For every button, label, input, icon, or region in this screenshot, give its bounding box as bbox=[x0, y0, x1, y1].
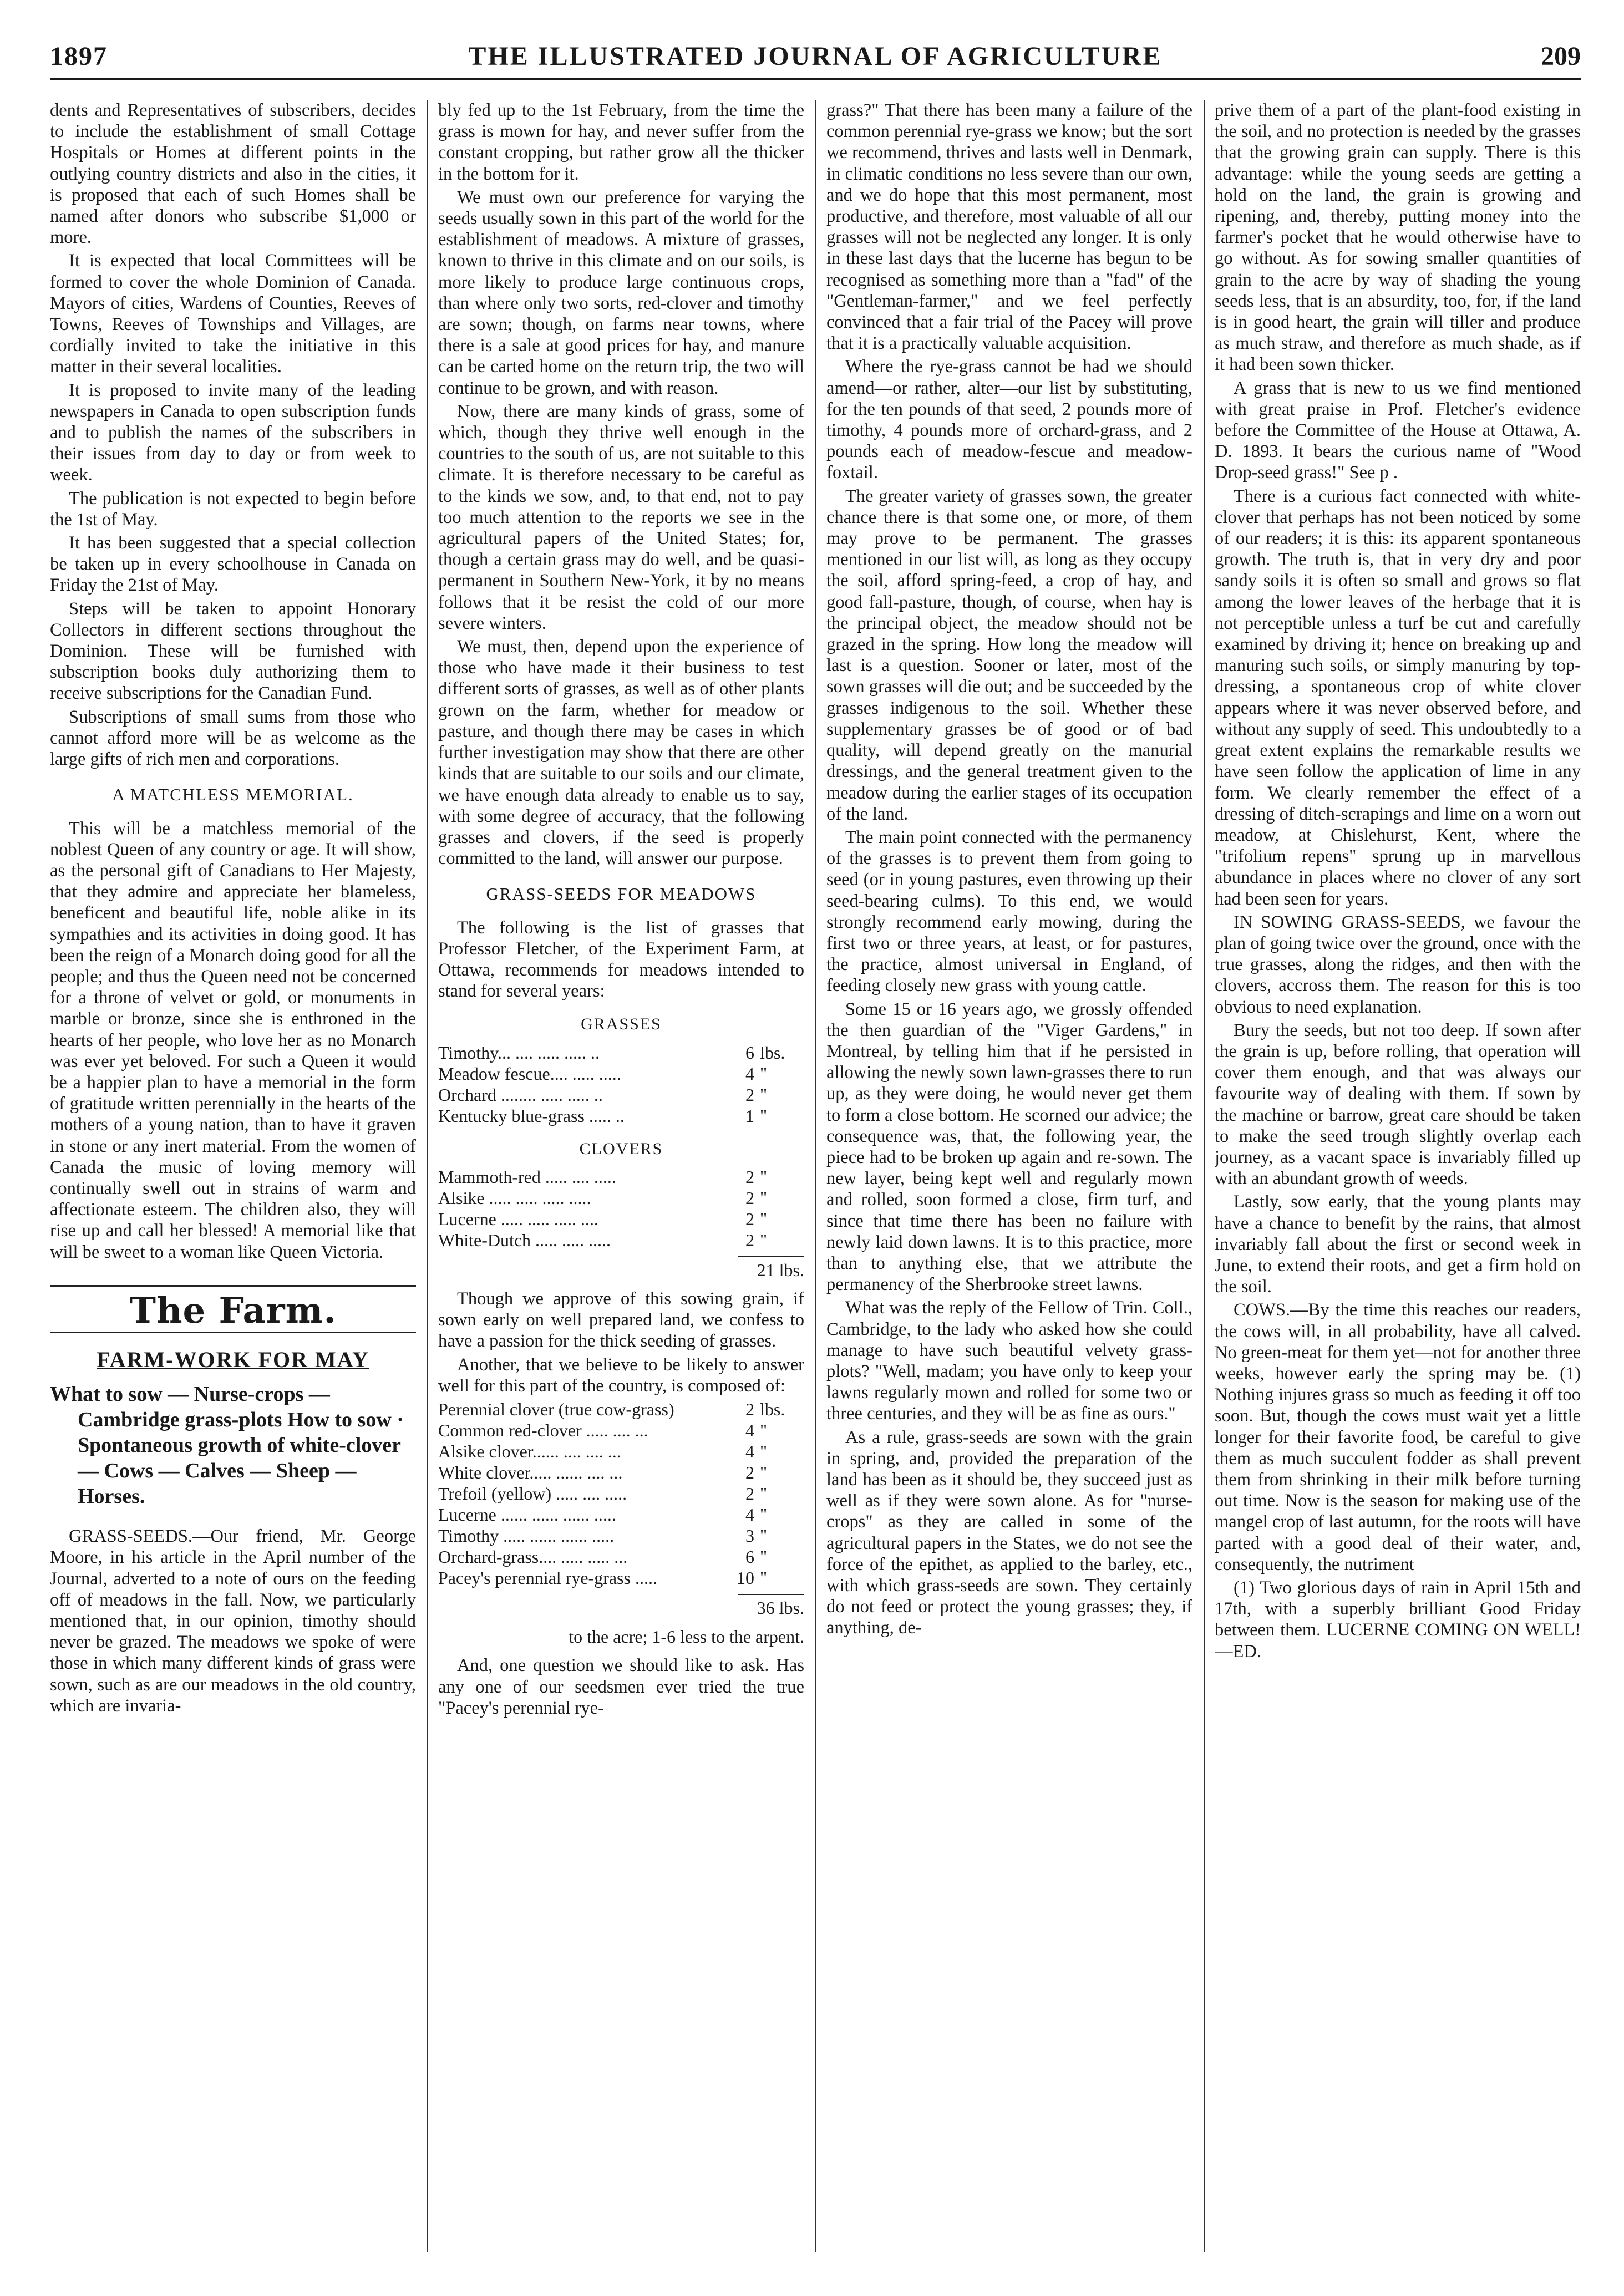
item-unit: " bbox=[760, 1208, 768, 1229]
item-quantity: 4 bbox=[745, 1063, 754, 1084]
table-heading: CLOVERS bbox=[579, 1139, 663, 1158]
item-unit: lbs. bbox=[760, 1042, 785, 1063]
item-name: Lucerne ...... ...... ...... ..... bbox=[438, 1504, 616, 1525]
item-name: Common red-clover ..... .... ... bbox=[438, 1420, 648, 1440]
item-name: Mammoth-red ..... .... ..... bbox=[438, 1166, 616, 1187]
item-quantity: 4 bbox=[745, 1441, 754, 1461]
table-row bbox=[438, 1525, 804, 1546]
paragraph: We must own our preference for varying the seeds usually sown in this part of the world for the establishment of meadows. A mixture of grasses, known to thrive in this climate and on our soils, is more likely to produce large continuous crops, than where only two sorts, red-clover and timothy are sown; though, on farms near towns, where there is a sale at good prices for hay, and manure can be carted home on the return trip, the two will continue to be grown, and with reason. bbox=[438, 187, 804, 398]
column-2 bbox=[438, 100, 804, 2263]
paragraph: Another, that we believe to be likely to answer well for this part of the country, is composed of: bbox=[438, 1354, 804, 1396]
table-row bbox=[438, 1208, 804, 1230]
paragraph: IN SOWING GRASS-SEEDS, we favour the plan of going twice over the ground, once with the true grasses, along the ridges, and then with the clovers, accross them. The reason for this is too obvious to need explanation. bbox=[1215, 912, 1581, 1017]
column-divider bbox=[1204, 100, 1205, 2252]
item-quantity: 4 bbox=[745, 1420, 754, 1440]
item-name: Meadow fescue.... ..... ..... bbox=[438, 1063, 621, 1084]
item-quantity: 10 bbox=[737, 1567, 754, 1588]
item-quantity: 2 bbox=[745, 1483, 754, 1503]
item-name: Perennial clover (true cow-grass) bbox=[438, 1399, 674, 1419]
header-rule bbox=[50, 78, 1581, 80]
footnote: (1) Two glorious days of rain in April 15th and 17th, with a superbly brilliant Good Friday between them. LUCERNE COMING ON WELL!—ED. bbox=[1215, 1578, 1581, 1662]
item-unit: " bbox=[760, 1187, 768, 1208]
item-quantity: 4 bbox=[745, 1504, 754, 1525]
column-divider bbox=[427, 100, 428, 2252]
item-quantity: 6 bbox=[745, 1546, 754, 1567]
table-row bbox=[438, 1420, 804, 1441]
item-quantity: 2 bbox=[745, 1230, 754, 1250]
item-unit: " bbox=[760, 1084, 768, 1105]
paragraph: The greater variety of grasses sown, the greater chance there is that some one, or more, of them may prove to be permanent. The grasses mentioned in our list will, as long as they occupy the soil, afford spring-feed, a crop of hay, and good fall-pasture, though, of course, when hay is the principal object, the meadow should not be grazed in the spring. How long the meadow will last is a question. Sooner or later, most of the sown grasses will die out; and be succeeded by the grasses indigenous to the soil. Whether these supplementary grasses be of good or of bad quality, will depend greatly on the manurial dressings, and the general treatment given to the meadow during the earlier stages of its occupation of the land. bbox=[826, 486, 1192, 824]
section-heading: GRASS-SEEDS FOR MEADOWS bbox=[486, 884, 757, 904]
total-rule bbox=[738, 1594, 804, 1595]
total-rule bbox=[738, 1256, 804, 1257]
paragraph: Steps will be taken to appoint Honorary Collectors in different sections throughout the Dominion. These will be furnished with subscription books duly authorizing them to receive subscriptions for the Canadian Fund. bbox=[50, 598, 416, 704]
section-banner bbox=[50, 1285, 416, 1333]
article-title: FARM-WORK FOR MAY bbox=[97, 1347, 369, 1372]
paragraph: Bury the seeds, but not too deep. If sown after the grain is up, before rolling, that operation will cover them enough, and that was always our favourite way of dealing with them. If sown by the machine or barrow, great care should be taken to make the seed trough slightly overlap each journey, as a vacant space is invariably filled up with an abundant growth of weeds. bbox=[1215, 1020, 1581, 1189]
total: 36 lbs. bbox=[757, 1597, 804, 1618]
item-unit: " bbox=[760, 1230, 768, 1250]
item-unit: " bbox=[760, 1567, 768, 1588]
table-row bbox=[438, 1105, 804, 1126]
item-quantity: 2 bbox=[745, 1399, 754, 1419]
table-row bbox=[438, 1063, 804, 1084]
column-3 bbox=[826, 100, 1192, 2263]
paragraph: A grass that is new to us we find mentioned with great praise in Prof. Fletcher's evidence before the Committee of the House at Ottawa, A. D. 1893. It bears the curious name of "Wood Drop-seed grass!" See p . bbox=[1215, 378, 1581, 483]
item-unit: " bbox=[760, 1105, 768, 1126]
article-summary: What to sow — Nurse-crops — Cambridge grass-plots How to sow · Spontaneous growth of white-clover — Cows — Calves — Sheep — Horses. bbox=[50, 1383, 404, 1508]
paragraph: bly fed up to the 1st February, from the time the grass is mown for hay, and never suffer from the constant cropping, but rather grow all the thicker in the bottom for it. bbox=[438, 100, 804, 184]
section-heading: A MATCHLESS MEMORIAL. bbox=[112, 785, 354, 805]
item-name: Orchard-grass.... ..... ..... ... bbox=[438, 1546, 628, 1567]
item-unit: " bbox=[760, 1441, 768, 1461]
item-name: Timothy ..... ...... ...... ..... bbox=[438, 1525, 615, 1546]
item-unit: " bbox=[760, 1546, 768, 1567]
table-row bbox=[438, 1399, 804, 1420]
paragraph: As a rule, grass-seeds are sown with the grain in spring, and, provided the preparation of the land has been as it should be, they succeed just as well as if they were sown alone. As for "nurse-crops" as they are called in some of the agricultural papers in the States, we do not see the force of the epithet, as applied to the barley, etc., with which grass-seeds are sown. They certainly do not feed or protect the young grasses; they, if anything, de- bbox=[826, 1427, 1192, 1638]
paragraph: The publication is not expected to begin before the 1st of May. bbox=[50, 488, 416, 530]
page-number: 209 bbox=[1541, 42, 1581, 71]
item-quantity: 2 bbox=[745, 1462, 754, 1482]
item-name: Timothy... .... ..... ..... .. bbox=[438, 1042, 600, 1063]
page-header bbox=[50, 39, 1581, 78]
mixture-table bbox=[438, 1399, 804, 1588]
column-1 bbox=[50, 100, 416, 2263]
column-4 bbox=[1215, 100, 1581, 2263]
paragraph: We must, then, depend upon the experience of those who have made it their business to test different sorts of grasses, as well as of other plants grown on the farm, whether for meadow or pasture, and though there may be cases in which further investigation may show that there are other kinds that are suitable to our soils and our climate, we have enough data already to enable us to say, with some degree of accuracy, that the following grasses and clovers, if the seed is properly committed to the land, will answer our purpose. bbox=[438, 637, 804, 869]
table-row bbox=[438, 1441, 804, 1462]
item-name: Orchard ........ ..... ..... .. bbox=[438, 1084, 603, 1105]
table-heading: GRASSES bbox=[581, 1015, 662, 1034]
table-row bbox=[438, 1230, 804, 1251]
item-unit: " bbox=[760, 1525, 768, 1546]
item-name: White clover..... ...... .... ... bbox=[438, 1462, 623, 1482]
item-unit: " bbox=[760, 1504, 768, 1525]
grasses-table bbox=[438, 1042, 804, 1126]
table-row bbox=[438, 1084, 804, 1105]
paragraph: There is a curious fact connected with white-clover that perhaps has not been noticed by some of our readers; it is this: its apparent spontaneous growth. The truth is, that in very dry and poor sandy soils it is often so small and grows so flat among the lower leaves of the herbage that it is not perceptible unless a turf be cut and carefully examined by driving it; hence on breaking up and manuring such soils, or simply manuring by top-dressing, a spontaneous crop of white clover appears where it was never observed before, and without any supply of seed. This undoubtedly to a great extent explains the remarkable results we have seen follow the application of lime in any form. We clearly remember the effect of a dressing of ditch-scrapings and lime on a worn out meadow, at Chislehurst, Kent, where the "trifolium repens" sprung up in marvellous abundance in places where no clover of any sort had been seen for years. bbox=[1215, 486, 1581, 909]
item-unit: " bbox=[760, 1462, 768, 1482]
table-row bbox=[438, 1567, 804, 1588]
journal-title: THE ILLUSTRATED JOURNAL OF AGRICULTURE bbox=[468, 42, 1163, 71]
item-unit: " bbox=[760, 1063, 768, 1084]
item-name: Alsike ..... ..... ..... ..... bbox=[438, 1187, 591, 1208]
table-row bbox=[438, 1483, 804, 1504]
item-unit: " bbox=[760, 1166, 768, 1187]
item-name: Alsike clover...... .... .... ... bbox=[438, 1441, 621, 1461]
item-quantity: 1 bbox=[745, 1105, 754, 1126]
item-quantity: 3 bbox=[745, 1525, 754, 1546]
clovers-table bbox=[438, 1166, 804, 1251]
paragraph: dents and Representatives of subscribers, decides to include the establishment of small Cottage Hospitals or Homes at different points in the outlying country districts and also in the cities, it is proposed that each of such Homes shall be named after donors who subscribe $1,000 or more. bbox=[50, 100, 416, 248]
paragraph: Where the rye-grass cannot be had we should amend—or rather, alter—our list by substituting, for the ten pounds of that seed, 2 pounds more of timothy, 4 pounds more of orchard-grass, and 2 pounds each of meadow-fescue and meadow-foxtail. bbox=[826, 357, 1192, 483]
table-row bbox=[438, 1504, 804, 1525]
paragraph: Though we approve of this sowing grain, if sown early on well prepared land, we confess to have a passion for the thick seeding of grasses. bbox=[438, 1288, 804, 1352]
paragraph: The main point connected with the permanency of the grasses is to prevent them from going to seed (or in young pastures, even throwing up their seed-bearing culms). To this end, we would strongly recommend early mowing, during the first two or three years, at least, or for pastures, the practice, almost universal in England, of feeding closely new grass with young cattle. bbox=[826, 827, 1192, 996]
item-name: Kentucky blue-grass ..... .. bbox=[438, 1105, 625, 1126]
paragraph: prive them of a part of the plant-food existing in the soil, and no protection is needed by the grasses that the growing grain can supply. There is this advantage: while the young seeds are getting a hold on the land, the grain is growing and ripening, and, thereby, putting money into the farmer's pocket that he would otherwise have to go without. As for sowing smaller quantities of grain to the acre by way of shading the young seeds less, that is an absurdity, too, for, if the land is in good heart, the grain will tiller and produce as much straw, and therefore as much shade, as if it had been sown thicker. bbox=[1215, 100, 1581, 375]
item-name: Trefoil (yellow) ..... .... ..... bbox=[438, 1483, 627, 1503]
paragraph: What was the reply of the Fellow of Trin. Coll., Cambridge, to the lady who asked how she could manage to have such beautiful velvety grass-plots? "Well, madam; you have only to keep your lawns regularly mown and rolled for some two or three centuries, and they will be as fine as ours." bbox=[826, 1298, 1192, 1424]
table-row bbox=[438, 1187, 804, 1208]
total-note: to the acre; 1-6 less to the arpent. bbox=[569, 1627, 804, 1647]
item-quantity: 2 bbox=[745, 1084, 754, 1105]
item-quantity: 2 bbox=[745, 1187, 754, 1208]
paragraph: Some 15 or 16 years ago, we grossly offended the then guardian of the "Viger Gardens," in Montreal, by telling him that if he persisted in allowing the newly sown lawn-grasses there to run up, as they were doing, he would never get them to form a close bottom. He scorned our advice; the consequence was, that, the following year, the piece had to be broken up again and re-sown. The new layer, being kept well and regularly mown and rolled, soon formed a close, firm turf, and since that time there has been no failure with newly laid down lawns. It is to this practice, more than to anything else, that we attribute the permanency of the Sherbrooke street lawns. bbox=[826, 999, 1192, 1295]
item-unit: " bbox=[760, 1483, 768, 1503]
paragraph: It is proposed to invite many of the leading newspapers in Canada to open subscription funds and to publish the names of the subscribers in their issues from day to day or from week to week. bbox=[50, 380, 416, 485]
table-row bbox=[438, 1462, 804, 1483]
paragraph: It is expected that local Committees will be formed to cover the whole Dominion of Canada. Mayors of cities, Wardens of Counties, Reeves of Towns, Reeves of Townships and Villages, are cordially invited to take the initiative in this matter in their several localities. bbox=[50, 251, 416, 377]
item-unit: " bbox=[760, 1420, 768, 1440]
item-quantity: 2 bbox=[745, 1166, 754, 1187]
item-unit: lbs. bbox=[760, 1399, 785, 1419]
paragraph: Lastly, sow early, that the young plants may have a chance to benefit by the rains, that almost invariably fall about the first or second week in June, to extend their roots, and get a firm hold on the soil. bbox=[1215, 1192, 1581, 1297]
paragraph: Now, there are many kinds of grass, some of which, though they thrive well enough in the countries to the south of us, are not suitable to this climate. It is therefore necessary to be careful as to the kinds we sow, and, to that end, not to pay too much attention to the reports we see in the agricultural papers of the United States; for, though a certain grass may do well, and be quasi-permanent in Southern New-York, it by no means follows that it be resist the cold of our more severe winters. bbox=[438, 401, 804, 633]
item-quantity: 6 bbox=[745, 1042, 754, 1063]
paragraph: Subscriptions of small sums from those who cannot afford more will be as welcome as the large gifts of rich men and corporations. bbox=[50, 707, 416, 770]
column-divider bbox=[815, 100, 816, 2252]
table-row bbox=[438, 1166, 804, 1187]
year: 1897 bbox=[50, 42, 108, 71]
paragraph: It has been suggested that a special collection be taken up in every schoolhouse in Canada on Friday the 21st of May. bbox=[50, 533, 416, 596]
paragraph: And, one question we should like to ask. Has any one of our seedsmen ever tried the true "Pacey's perennial rye- bbox=[438, 1655, 804, 1718]
paragraph: GRASS-SEEDS.—Our friend, Mr. George Moore, in his article in the April number of the Journal, adverted to a note of ours on the feeding off of meadows in the fall. Now, we particularly mentioned that, in our opinion, timothy should never be grazed. The meadows we spoke of were those in which many different kinds of grass were sown, such as are our meadows in the old country, which are invaria- bbox=[50, 1526, 416, 1716]
paragraph: This will be a matchless memorial of the noblest Queen of any country or age. It will show, as the personal gift of Canadians to Her Majesty, that they admire and appreciate her blameless, beneficent and beautiful life, noble alike in its sympathies and its activities in doing good. It has been the reign of a Monarch doing good for all the people; and thus the Queen need not be concerned for a throne of velvet or gold, or monuments in marble or bronze, since she is enthroned in the hearts of her people, who love her as no Monarch was ever yet beloved. For such a Queen it would be a happier plan to have a memorial in the form of gratitude written perennially in the hearts of the mothers of a young nation, than to have it graven in stone or any inert material. From the women of Canada the music of loving memory will continually swell out in strains of warm and affectionate esteem. The children also, they will rise up and call her blessed! A memorial like that will be sweet to a woman like Queen Victoria. bbox=[50, 818, 416, 1262]
table-row bbox=[438, 1546, 804, 1567]
total: 21 lbs. bbox=[757, 1259, 804, 1280]
paragraph: The following is the list of grasses that Professor Fletcher, of the Experiment Farm, at Ottawa, recommends for meadows intended to stand for several years: bbox=[438, 917, 804, 1002]
farm-section-title: The Farm. bbox=[129, 1289, 337, 1332]
item-name: White-Dutch ..... ..... ..... bbox=[438, 1230, 611, 1250]
paragraph: COWS.—By the time this reaches our readers, the cows will, in all probability, have all calved. No green-meat for them yet—not for another three weeks, however early the spring may be. (1) Nothing injures grass so much as feeding it off too soon. But, though the cows must wait yet a little longer for their favorite food, be careful to give them as much succulent fodder as shall prevent them from shrinking in their milk before turning out time. Now is the season for making use of the mangel crop of last autumn, for the roots will have parted with a good deal of their water, and, consequently, the nutriment bbox=[1215, 1300, 1581, 1574]
item-quantity: 2 bbox=[745, 1208, 754, 1229]
item-name: Pacey's perennial rye-grass ..... bbox=[438, 1567, 657, 1588]
table-row bbox=[438, 1042, 804, 1063]
paragraph: grass?" That there has been many a failure of the common perennial rye-grass we know; but the sort we recommend, thrives and lasts well in Denmark, in climatic conditions no less severe than our own, and we do hope that this most permanent, most productive, and therefore, most valuable of all our grasses will not be neglected any longer. It is only in these last days that the lucerne has begun to be recognised as something more than a "fad" of the "Gentleman-farmer," and we feel perfectly convinced that a fair trial of the Pacey will prove that it is a practically valuable acquisition. bbox=[826, 100, 1192, 354]
item-name: Lucerne ..... ..... ..... .... bbox=[438, 1208, 598, 1229]
